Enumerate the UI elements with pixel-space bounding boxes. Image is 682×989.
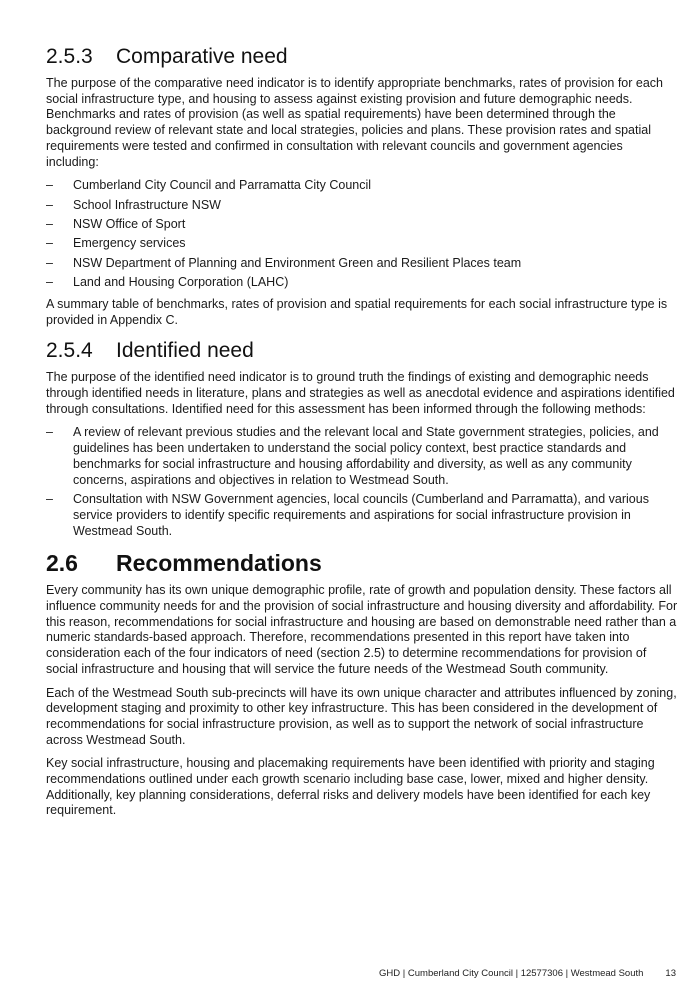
section-title: Comparative need xyxy=(116,45,288,68)
outro-paragraph: A summary table of benchmarks, rates of provision and spatial requirements for each social infrastructure type is provided in Appendix C. xyxy=(46,296,668,327)
intro-paragraph: The purpose of the comparative need indicator is to identify appropriate benchmarks, rates of provision for each social infrastructure type, and housing to assess against existing provision and future demographic needs. Benchmarks and rates of provision (as well as spatial requirements) have been determined through the background review of relevant state and local strategies, policies and plans. These provision rates and spatial requirements were tested and confirmed in consultation with relevant councils and government agencies including: xyxy=(46,76,664,169)
section-number: 2.5.3 xyxy=(46,45,93,68)
list-item: – A review of relevant previous studies and the relevant local and State government strategies, policies, and guidelines has been undertaken to understand the social policy context, best practice standards and benchmarks for social infrastructure and housing affordability and diversity, as well as any community concerns, aspirations and objectives in relation to Westmead South. xyxy=(46,425,659,487)
section-title: Recommendations xyxy=(116,550,322,577)
dash-bullet: – xyxy=(46,425,53,440)
intro-paragraph: The purpose of the identified need indicator is to ground truth the findings of existing and demographic needs through identified needs in literature, plans and strategies as well as anecdotal evidence and aspirations identified through consultations. Identified need for this assessment has been informed through the following methods: xyxy=(46,370,675,416)
dash-bullet: – xyxy=(46,178,53,193)
dash-bullet: – xyxy=(46,236,53,251)
page-footer xyxy=(379,968,676,979)
dash-bullet: – xyxy=(46,217,53,231)
section-2-5-4 xyxy=(46,338,678,539)
body-paragraph: Key social infrastructure, housing and placemaking requirements have been identified with priority and staging recommendations outlined under each growth scenario including base case, lower, mixed and higher density. Additionally, key planning considerations, deferral risks and delivery models have been identified for each key requirement. xyxy=(46,756,655,818)
list-item: – Cumberland City Council and Parramatta City Council xyxy=(46,178,372,193)
section-2-6 xyxy=(46,549,678,819)
section-heading xyxy=(46,338,678,364)
body-paragraph: Every community has its own unique demographic profile, rate of growth and population density. These factors all influence community needs for and the provision of social infrastructure and housing diversity and affordability. For this reason, recommendations for social infrastructure and housing are based on demonstrable need rather than a numeric standards-based approach. Therefore, recommendations presented in this report have taken into consideration each of the four indicators of need (section 2.5) to determine recommendations for provision of social infrastructure and housing that will service the future needs of the Westmead South community. xyxy=(46,583,678,676)
page-body xyxy=(46,44,678,829)
list-item: – Consultation with NSW Government agencies, local councils (Cumberland and Parramatta), and various service providers to identify specific requirements and aspirations for social infrastructure provision in Westmead South. xyxy=(46,492,649,538)
list-item: – NSW Department of Planning and Environment Green and Resilient Places team xyxy=(46,255,522,270)
methods-list xyxy=(46,425,678,539)
section-2-5-3 xyxy=(46,44,678,328)
dash-bullet: – xyxy=(46,492,53,507)
section-title: Identified need xyxy=(116,339,254,363)
dash-bullet: – xyxy=(46,275,53,290)
list-item: – Land and Housing Corporation (LAHC) xyxy=(46,275,289,290)
list-item: – Emergency services xyxy=(46,236,186,251)
agency-list xyxy=(46,178,678,291)
section-heading xyxy=(46,44,678,70)
dash-bullet: – xyxy=(46,255,53,270)
footer-text: GHD | Cumberland City Council | 12577306 | Westmead South xyxy=(379,968,644,979)
list-item: – NSW Office of Sport xyxy=(46,217,186,231)
list-item: – School Infrastructure NSW xyxy=(46,197,221,212)
section-heading xyxy=(46,549,678,577)
dash-bullet: – xyxy=(46,197,53,212)
page-number: 13 xyxy=(665,968,676,979)
section-number: 2.5.4 xyxy=(46,339,93,363)
body-paragraph: Each of the Westmead South sub-precincts will have its own unique character and attributes influenced by zoning, development staging and proximity to other key infrastructure. This has been considered in the development of recommendations for social infrastructure provision, as well as to support the network of social infrastructure across Westmead South. xyxy=(46,685,677,747)
section-number: 2.6 xyxy=(46,550,78,577)
